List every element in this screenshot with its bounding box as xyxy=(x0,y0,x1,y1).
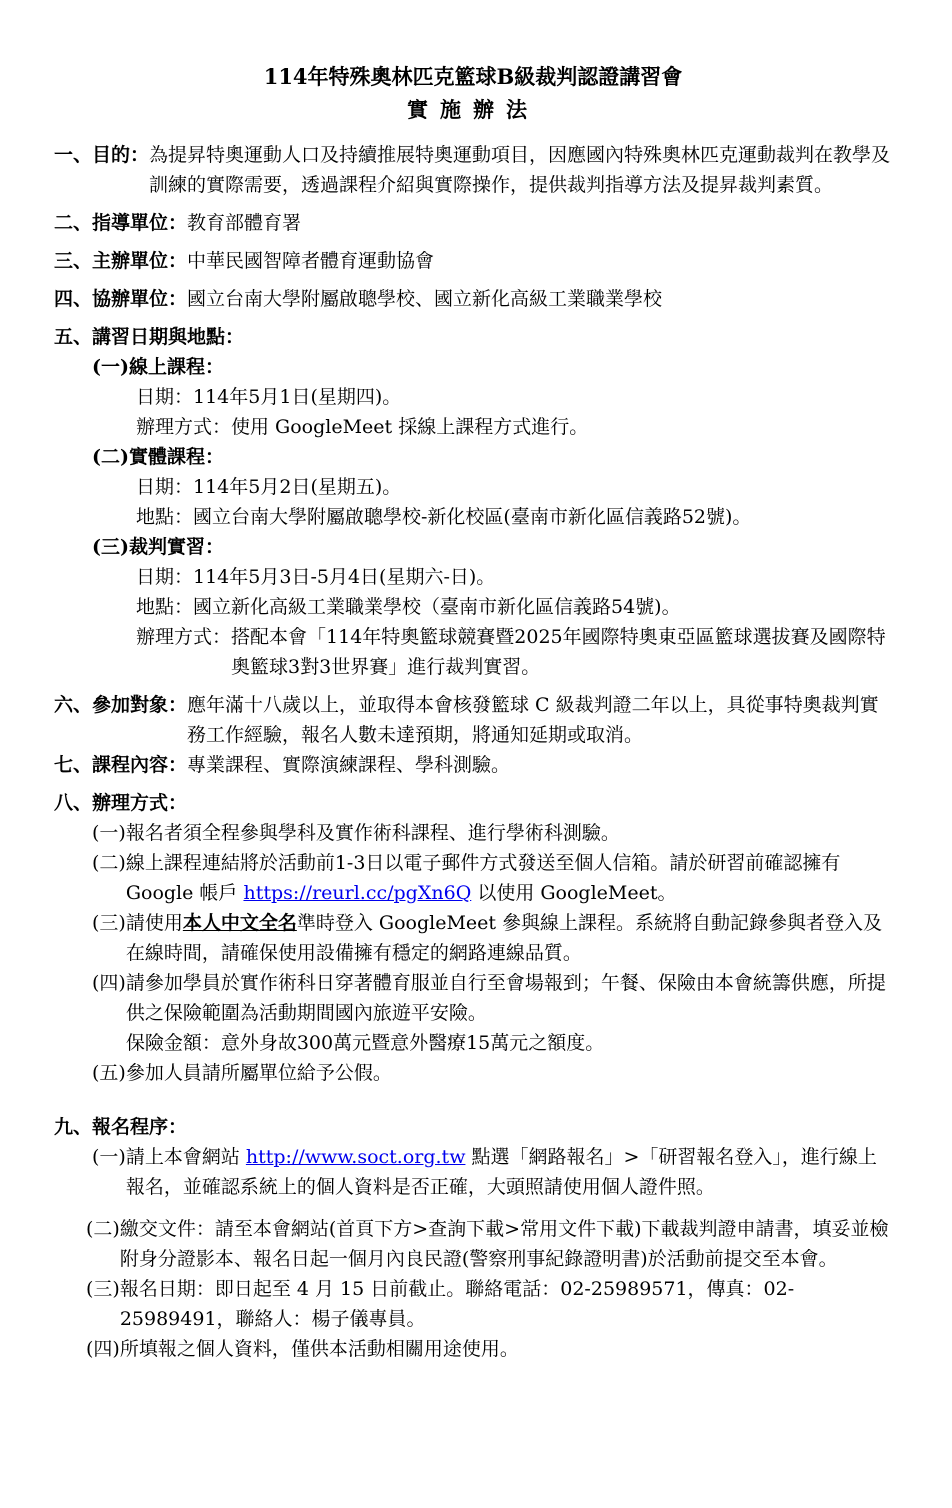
registration-item-4 xyxy=(86,1334,892,1364)
registration-item-1 xyxy=(92,1142,892,1202)
section-co-organizer-text: 國立台南大學附屬啟聰學校、國立新化高級工業職業學校 xyxy=(187,288,663,310)
section-content xyxy=(54,750,892,780)
section-organizer-text: 中華民國智障者體育運動協會 xyxy=(187,250,435,272)
section-co-organizer xyxy=(54,284,892,314)
registration-item-2 xyxy=(86,1214,892,1274)
operation-item-5-number: (五) xyxy=(92,1062,126,1084)
section-purpose-text: 為提昇特奧運動人口及持續推展特奧運動項目，因應國內特殊奧林匹克運動裁判在教學及訓練的實際需要，透過課程介紹與實際操作，提供裁判指導方法及提昇裁判素質。 xyxy=(149,144,891,196)
operation-item-1 xyxy=(92,818,892,848)
operation-item-3-text-a: 請使用 xyxy=(125,912,183,934)
registration-item-4-number: (四) xyxy=(86,1338,120,1360)
registration-item-2-text: 繳交文件：請至本會網站(首頁下方>查詢下載>常用文件下載)下載裁判證申請書，填妥並檢附身分證影本、報名日起一個月內良民證(警察刑事紀錄證明書)於活動前提交至本會。 xyxy=(119,1218,889,1270)
operation-item-2-text xyxy=(126,848,892,908)
operation-item-2 xyxy=(92,848,892,908)
registration-item-3 xyxy=(86,1274,892,1334)
section-supervisor xyxy=(54,208,892,238)
operation-item-2-number: (二) xyxy=(92,852,126,874)
registration-item-3-number: (三) xyxy=(86,1278,120,1300)
operation-item-1-number: (一) xyxy=(92,822,126,844)
section-organizer xyxy=(54,246,892,276)
section-participants-text: 應年滿十八歲以上，並取得本會核發籃球 C 級裁判證二年以上，具從事特奧裁判實務工作經驗，報名人數未達預期，將通知延期或取消。 xyxy=(187,694,879,746)
document-subtitle: 實施辦法 xyxy=(407,97,539,122)
section-participants xyxy=(54,690,892,750)
physical-course-place: 地點：國立台南大學附屬啟聰學校-新化校區(臺南市新化區信義路52號)。 xyxy=(136,506,752,528)
operation-item-3-text xyxy=(126,908,892,968)
registration-item-1-text-b: 點選「網路報名」>「研習報名登入」，進行線上報名，並確認系統上的個人資料是否正確，大頭照請使用個人證件照。 xyxy=(125,1146,877,1198)
referee-practice-method-text: 搭配本會「114年特奧籃球競賽暨2025年國際特奧東亞區籃球選拔賽及國際特奧籃球3對3世界賽」進行裁判實習。 xyxy=(231,626,886,678)
operation-item-4-insurance: 保險金額：意外身故300萬元暨意外醫療15萬元之額度。 xyxy=(125,1032,605,1054)
referee-practice-title: (三)裁判實習： xyxy=(92,536,224,558)
referee-practice-method xyxy=(136,622,892,682)
section-registration-label: 九、報名程序： xyxy=(54,1116,188,1138)
operation-item-4 xyxy=(92,968,892,1058)
section-participants-label: 六、參加對象： xyxy=(54,694,188,716)
section-supervisor-text: 教育部體育署 xyxy=(187,212,302,234)
operation-item-4-body xyxy=(126,968,892,1058)
document-title: 114年特殊奧林匹克籃球B級裁判認證講習會 xyxy=(263,64,683,89)
google-account-link[interactable]: https://reurl.cc/pgXn6Q xyxy=(243,882,472,904)
section-schedule xyxy=(54,322,892,682)
section-organizer-label: 三、主辦單位： xyxy=(54,250,188,272)
registration-item-1-text-a: 請上本會網站 xyxy=(125,1146,246,1168)
registration-item-2-number: (二) xyxy=(86,1218,120,1240)
section-purpose xyxy=(54,140,892,200)
operation-item-5 xyxy=(92,1058,892,1088)
operation-item-2-text-a: 線上課程連結將於活動前1-3日以電子郵件方式發送至個人信箱。請於研習前確認擁有 Google 帳戶 xyxy=(125,852,841,904)
physical-course-date: 日期：114年5月2日(星期五)。 xyxy=(136,476,402,498)
operation-item-3-text-b: 準時登入 GoogleMeet 參與線上課程。系統將自動記錄參與者登入及在線時間，請確保使用設備擁有穩定的網路連線品質。 xyxy=(125,912,883,964)
operation-item-3-emphasis: 本人中文全名 xyxy=(182,912,297,934)
section-operation-label: 八、辦理方式： xyxy=(54,792,188,814)
section-registration xyxy=(54,1112,892,1364)
referee-practice-date: 日期：114年5月3日-5月4日(星期六-日)。 xyxy=(136,566,496,588)
registration-item-1-text xyxy=(126,1142,892,1202)
operation-item-1-text: 報名者須全程參與學科及實作術科課程、進行學術科測驗。 xyxy=(125,822,620,844)
section-supervisor-label: 二、指導單位： xyxy=(54,212,188,234)
operation-item-4-text: 請參加學員於實作術科日穿著體育服並自行至會場報到；午餐、保險由本會統籌供應，所提供之保險範圍為活動期間國內旅遊平安險。 xyxy=(125,972,886,1024)
section-co-organizer-label: 四、協辦單位： xyxy=(54,288,188,310)
referee-practice-place: 地點：國立新化高級工業職業學校（臺南市新化區信義路54號)。 xyxy=(136,596,681,618)
operation-item-3-number: (三) xyxy=(92,912,126,934)
online-course-title: (一)線上課程： xyxy=(92,356,224,378)
referee-practice-method-label: 辦理方式： xyxy=(136,626,232,648)
physical-course-title: (二)實體課程： xyxy=(92,446,224,468)
operation-item-2-text-b: 以使用 GoogleMeet。 xyxy=(471,882,677,904)
operation-item-3 xyxy=(92,908,892,968)
registration-item-4-text: 所填報之個人資料，僅供本活動相關用途使用。 xyxy=(119,1338,519,1360)
registration-item-1-number: (一) xyxy=(92,1146,126,1168)
registration-item-3-text: 報名日期：即日起至 4 月 15 日前截止。聯絡電話：02-25989571，傳真：02-25989491，聯絡人：楊子儀專員。 xyxy=(119,1278,795,1330)
section-content-label: 七、課程內容： xyxy=(54,754,188,776)
section-schedule-label: 五、講習日期與地點： xyxy=(54,326,245,348)
online-course-date: 日期：114年5月1日(星期四)。 xyxy=(136,386,402,408)
operation-item-4-number: (四) xyxy=(92,972,126,994)
online-course-method: 辦理方式：使用 GoogleMeet 採線上課程方式進行。 xyxy=(136,416,589,438)
section-purpose-label: 一、目的： xyxy=(54,144,150,166)
section-operation xyxy=(54,788,892,1088)
section-content-text: 專業課程、實際演練課程、學科測驗。 xyxy=(187,754,511,776)
operation-item-5-text: 參加人員請所屬單位給予公假。 xyxy=(125,1062,392,1084)
association-website-link[interactable]: http://www.soct.org.tw xyxy=(245,1146,466,1168)
